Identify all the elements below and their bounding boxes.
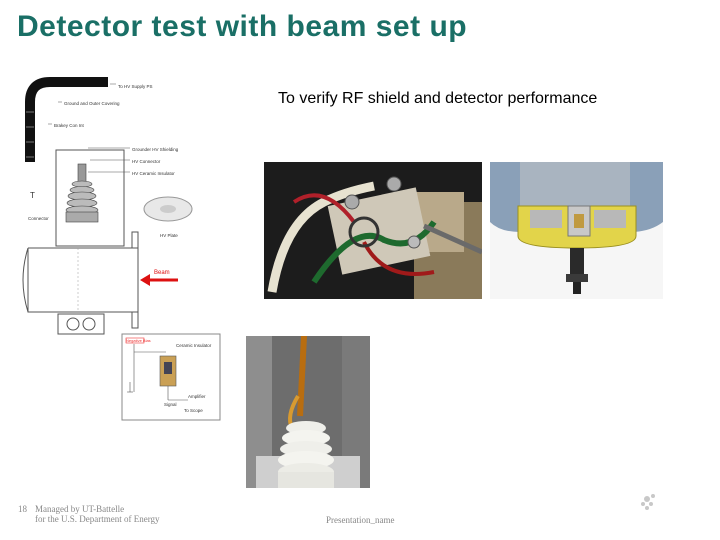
label-t-mark: T (30, 191, 35, 200)
oak-ridge-logo (640, 490, 705, 526)
label-amplifier: Amplifier (188, 394, 206, 399)
detector-housing-render (490, 162, 663, 299)
label-scope: To Scope (184, 408, 203, 413)
label-reader: Brakey Con Int (54, 123, 84, 128)
slide-title: Detector test with beam set up (17, 10, 468, 43)
footer-managed-by (35, 504, 160, 524)
label-hv-supply: To HV Supply PS (118, 84, 153, 89)
footer-presentation-name: Presentation_name (326, 515, 395, 525)
label-negative-bias: Negative Bias (126, 338, 151, 343)
label-shielding: Grounder HV Shielding (132, 147, 179, 152)
slide-subtitle: To verify RF shield and detector performance (278, 90, 598, 107)
label-connector: HV Connector (132, 159, 161, 164)
wiring-photo (264, 162, 482, 299)
label-hv-plate: HV Plate (160, 233, 178, 238)
label-connector-small: Connector (28, 216, 49, 221)
insulator-photo (246, 336, 370, 488)
footer-managed-line2: for the U.S. Department of Energy (35, 514, 160, 524)
label-insulator: HV Ceramic Insulator (132, 171, 175, 176)
label-signal: Signal (164, 402, 177, 407)
slide-number: 18 (18, 504, 27, 514)
label-beam: Beam (154, 270, 170, 276)
footer-managed-line1: Managed by UT-Battelle (35, 504, 125, 514)
detector-schematic-diagram (18, 72, 230, 428)
label-ground: Ground and Outer Covering (64, 101, 120, 106)
label-ceramic-insulator: Ceramic Insulator (176, 343, 212, 348)
